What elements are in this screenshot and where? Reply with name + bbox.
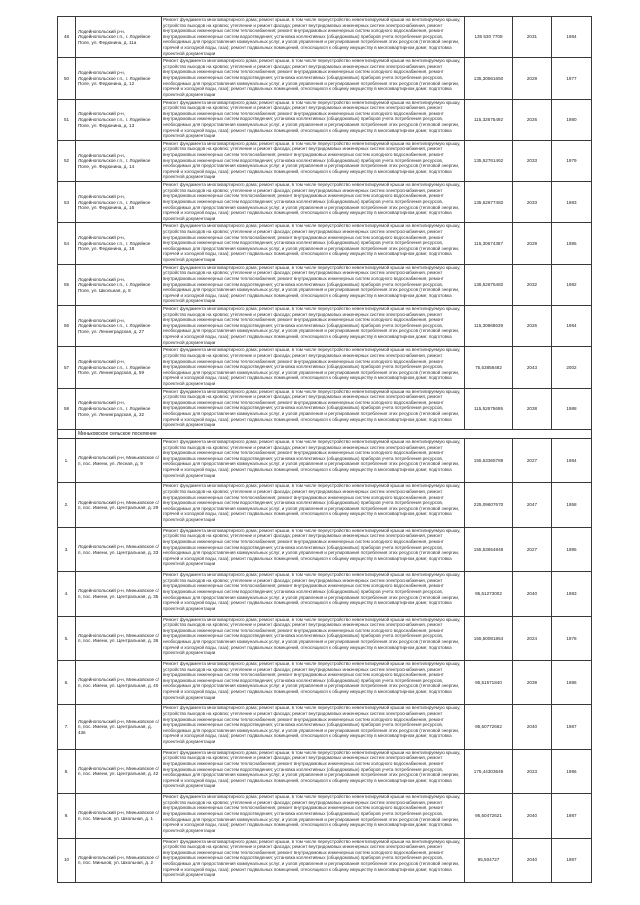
address-cell	[76, 572, 162, 616]
address-cell-text: Лодейнопольский р-н, Миньковское с/п, пос. Имени, ул. Центральная, д. 43в	[78, 718, 159, 735]
works-cell-text: Ремонт фундамента многоквартирного дома; ремонт крыши, в том числе переустройство невентилируемой крыши на вентилируемую крышу, устройство выходов на кровлю; утепление и ремонт фасада; ремонт внутридомовых инженерных систем электроснабжения, ремонт внутридомовых инженерных систем теплоснабжения; ремонт внутридомовых инженерных систем холодного водоснабжения, ремонт внутридомовых инженерных систем водоотведения; установка коллективных (общедомовых) приборов учета потребления ресурсов, необходимых для предоставления коммунальных услуг, и узлов управления и регулирования потребления этих ресурсов (тепловой энергии, горячей и холодной воды, газа); ремонт подвальных помещений, относящихся к общему имуществу в многоквартирном доме; подготовка проектной документации	[163, 838, 461, 878]
works-cell-text: Ремонт фундамента многоквартирного дома; ремонт крыши, в том числе переустройство невентилируемой крыши на вентилируемую крышу, устройство выходов на кровлю; утепление и ремонт фасада; ремонт внутридомовых инженерных систем электроснабжения, ремонт внутридомовых инженерных систем теплоснабжения; ремонт внутридомовых инженерных систем холодного водоснабжения, ремонт внутридомовых инженерных систем водоотведения; установка коллективных (общедомовых) приборов учета потребления ресурсов, необходимых для предоставления коммунальных услуг, и узлов управления и регулирования потребления этих ресурсов (тепловой энергии, горячей и холодной воды, газа); ремонт подвальных помещений, относящихся к общему имуществу в многоквартирном доме; подготовка проектной документации	[163, 264, 461, 304]
table-row	[58, 17, 592, 58]
works-cell	[162, 527, 465, 571]
build-year-cell	[552, 140, 592, 181]
build-year-cell	[552, 794, 592, 838]
repair-year-cell-text: 2040	[526, 813, 538, 819]
repair-year-cell-text: 2040	[526, 591, 538, 597]
works-cell-text: Ремонт фундамента многоквартирного дома; ремонт крыши, в том числе переустройство невентилируемой крыши на вентилируемую крышу, устройство выходов на кровлю; утепление и ремонт фасада; ремонт внутридомовых инженерных систем электроснабжения, ремонт внутридомовых инженерных систем теплоснабжения; ремонт внутридомовых инженерных систем холодного водоснабжения, ремонт внутридомовых инженерных систем водоотведения; установка коллективных (общедомовых) приборов учета потребления ресурсов, необходимых для предоставления коммунальных услуг, и узлов управления и регулирования потребления этих ресурсов (тепловой энергии, горячей и холодной воды, газа); ремонт подвальных помещений, относящихся к общему имуществу в многоквартирном доме; подготовка проектной документации	[163, 306, 461, 345]
works-cell	[162, 264, 465, 305]
table-row	[58, 140, 592, 181]
row-number-text: 48	[63, 34, 70, 40]
repair-year-cell	[513, 661, 552, 705]
address-cell	[76, 306, 162, 347]
build-year-cell-text: 1983	[566, 199, 577, 205]
build-year-cell-text: 1985	[566, 546, 577, 552]
repair-year-cell-text: 2027	[526, 546, 538, 552]
address-cell-text: Лодейнопольский р-н, Миньковское с/п, пос. Имени, ул. Центральная, д. 29	[78, 499, 159, 511]
address-cell	[76, 264, 162, 305]
repair-year-cell	[513, 388, 552, 429]
build-year-cell-text: 1984	[566, 457, 577, 463]
area-cell	[465, 483, 513, 527]
repair-year-cell	[513, 99, 552, 140]
build-year-cell	[552, 264, 592, 305]
address-cell	[76, 182, 162, 223]
build-year-cell-text: 1984	[566, 34, 577, 40]
build-year-cell	[552, 388, 592, 429]
register-table-body	[58, 17, 592, 883]
area-cell-text: 155,53654848	[473, 546, 504, 552]
table-row	[58, 306, 592, 347]
area-cell-text: 136,52675482	[473, 282, 504, 288]
area-cell-text: 155,50081854	[473, 635, 504, 641]
repair-year-cell-text: 2039	[526, 679, 538, 685]
repair-year-cell-text: 2040	[526, 724, 538, 730]
row-number-text: 58	[63, 406, 70, 412]
address-cell	[76, 838, 162, 882]
address-cell-text: Лодейнопольский р-н, Лодейнопольское г.п., г. Лодейное Поле, ул. Школьная, д. 8	[78, 276, 151, 293]
build-year-cell	[552, 223, 592, 264]
build-year-cell-text: 1977	[566, 75, 577, 81]
area-cell-text: 95,50772662	[475, 724, 502, 730]
repair-year-cell	[513, 439, 552, 483]
table-row	[58, 527, 592, 571]
build-year-cell-text: 1984	[566, 323, 577, 329]
repair-year-cell	[513, 17, 552, 58]
repair-year-cell	[513, 182, 552, 223]
build-year-cell	[552, 661, 592, 705]
repair-year-cell-text: 2024	[526, 635, 538, 641]
works-cell	[162, 17, 465, 58]
area-cell	[465, 439, 513, 483]
build-year-cell	[552, 182, 592, 223]
works-cell	[162, 388, 465, 429]
build-year-cell	[552, 705, 592, 749]
row-number	[58, 616, 76, 660]
row-number-text: 55	[63, 282, 70, 288]
row-number-text: 50	[63, 75, 70, 81]
repair-year-cell	[513, 705, 552, 749]
address-cell	[76, 527, 162, 571]
row-number-text: 10	[63, 857, 70, 863]
works-cell	[162, 140, 465, 181]
section-empty-cell	[58, 429, 76, 438]
build-year-cell	[552, 17, 592, 58]
address-cell-text: Лодейнопольский р-н, Лодейнопольское г.п., г. Лодейное Поле, ул. Федюнина, д. 12	[78, 70, 151, 87]
build-year-cell	[552, 306, 592, 347]
repair-year-cell-text: 2029	[526, 75, 538, 81]
build-year-cell-text: 1986	[566, 679, 577, 685]
address-cell-text: Лодейнопольский р-н, Миньковское с/п, пос. Имени, ул. Центральная, д. 36	[78, 632, 159, 644]
row-number-text: 8.	[64, 768, 69, 774]
table-row	[58, 483, 592, 527]
works-cell-text: Ремонт фундамента многоквартирного дома; ремонт крыши, в том числе переустройство невентилируемой крыши на вентилируемую крышу, устройство выходов на кровлю; утепление и ремонт фасада; ремонт внутридомовых инженерных систем электроснабжения, ремонт внутридомовых инженерных систем теплоснабжения; ремонт внутридомовых инженерных систем холодного водоснабжения, ремонт внутридомовых инженерных систем водоотведения; установка коллективных (общедомовых) приборов учета потребления ресурсов, необходимых для предоставления коммунальных услуг, и узлов управления и регулирования потребления этих ресурсов (тепловой энергии, горячей и холодной воды, газа); ремонт подвальных помещений, относящихся к общему имуществу в многоквартирном доме; подготовка проектной документации	[163, 794, 461, 833]
build-year-cell-text: 1980	[566, 116, 577, 122]
table-row	[58, 99, 592, 140]
row-number	[58, 306, 76, 347]
row-number	[58, 527, 76, 571]
table-row	[58, 616, 592, 660]
build-year-cell-text: 1987	[566, 724, 577, 730]
area-cell	[465, 749, 513, 793]
works-cell-text: Ремонт фундамента многоквартирного дома; ремонт крыши, в том числе переустройство невентилируемой крыши на вентилируемую крышу, устройство выходов на кровлю; утепление и ремонт фасада; ремонт внутридомовых инженерных систем электроснабжения, ремонт внутридомовых инженерных систем теплоснабжения; ремонт внутридомовых инженерных систем холодного водоснабжения, ремонт внутридомовых инженерных систем водоотведения; установка коллективных (общедомовых) приборов учета потребления ресурсов, необходимых для предоставления коммунальных услуг, и узлов управления и регулирования потребления этих ресурсов (тепловой энергии, горячей и холодной воды, газа); ремонт подвальных помещений, относящихся к общему имуществу в многоквартирном доме; подготовка проектной документации	[163, 140, 461, 180]
build-year-cell	[552, 347, 592, 388]
row-number-text: 5.	[64, 635, 69, 641]
build-year-cell	[552, 749, 592, 793]
row-number-text: 52	[63, 158, 70, 164]
address-cell	[76, 99, 162, 140]
table-row	[58, 838, 592, 882]
row-number	[58, 794, 76, 838]
works-cell	[162, 223, 465, 264]
area-cell	[465, 527, 513, 571]
works-cell	[162, 572, 465, 616]
repair-year-cell-text: 2029	[526, 240, 538, 246]
address-cell	[76, 794, 162, 838]
area-cell-text: 135,52677482	[473, 199, 504, 205]
row-number	[58, 140, 76, 181]
row-number	[58, 58, 76, 99]
address-cell	[76, 749, 162, 793]
row-number	[58, 749, 76, 793]
row-number	[58, 838, 76, 882]
repair-year-cell	[513, 140, 552, 181]
row-number	[58, 99, 76, 140]
repair-year-cell	[513, 483, 552, 527]
address-cell-text: Лодейнопольский р-н, Миньковское с/п, пос. Имени, ул. Центральная, д. 42	[78, 765, 159, 777]
build-year-cell	[552, 616, 592, 660]
area-cell-text: 155,53365788	[473, 457, 504, 463]
build-year-cell-text: 1979	[566, 158, 577, 164]
works-cell-text: Ремонт фундамента многоквартирного дома; ремонт крыши, в том числе переустройство невентилируемой крыши на вентилируемую крышу, устройство выходов на кровлю; утепление и ремонт фасада; ремонт внутридомовых инженерных систем электроснабжения, ремонт внутридомовых инженерных систем теплоснабжения; ремонт внутридомовых инженерных систем холодного водоснабжения, ремонт внутридомовых инженерных систем водоотведения; установка коллективных (общедомовых) приборов учета потребления ресурсов, необходимых для предоставления коммунальных услуг, и узлов управления и регулирования потребления этих ресурсов (тепловой энергии, горячей и холодной воды, газа); ремонт подвальных помещений, относящихся к общему имуществу в многоквартирном доме; подготовка проектной документации	[163, 616, 461, 656]
repair-year-cell	[513, 616, 552, 660]
build-year-cell-text: 1987	[566, 857, 577, 863]
address-cell-text: Лодейнопольский р-н, Лодейнопольское г.п., г. Лодейное Поле, ул. Федюнина, д. 16	[78, 193, 151, 211]
address-cell-text: Лодейнопольский р-н, Лодейнопольское г.п., г. Лодейное Поле, ул. Федюнина, д. 14	[78, 152, 151, 169]
row-number	[58, 483, 76, 527]
works-cell-text: Ремонт фундамента многоквартирного дома; ремонт крыши, в том числе переустройство невентилируемой крыши на вентилируемую крышу, устройство выходов на кровлю; утепление и ремонт фасада; ремонт внутридомовых инженерных систем электроснабжения, ремонт внутридомовых инженерных систем теплоснабжения; ремонт внутридомовых инженерных систем холодного водоснабжения, ремонт внутридомовых инженерных систем водоотведения; установка коллективных (общедомовых) приборов учета потребления ресурсов, необходимых для предоставления коммунальных услуг, и узлов управления и регулирования потребления этих ресурсов (тепловой энергии, горячей и холодной воды, газа); ремонт подвальных помещений, относящихся к общему имуществу в многоквартирном доме; подготовка проектной документации	[163, 483, 461, 523]
repair-year-cell-text: 2043	[526, 364, 538, 370]
works-cell	[162, 306, 465, 347]
works-cell	[162, 347, 465, 388]
address-cell-text: Лодейнопольский р-н, Миньковское с/п, пос. Миньков, ул. Школьная, д. 2	[78, 854, 159, 866]
address-cell-text: Лодейнопольский р-н, Миньковское с/п, пос. Имени, ул. Лесная, д. 9	[78, 455, 159, 466]
row-number-text: 57	[63, 364, 70, 370]
works-cell	[162, 439, 465, 483]
address-cell-text: Лодейнопольский р-н, Миньковское с/п, пос. Имени, ул. Центральная, д. 40	[78, 677, 159, 688]
table-row	[58, 182, 592, 223]
works-cell-text: Ремонт фундамента многоквартирного дома; ремонт крыши, в том числе переустройство невентилируемой крыши на вентилируемую крышу, устройство выходов на кровлю; утепление и ремонт фасада; ремонт внутридомовых инженерных систем электроснабжения, ремонт внутридомовых инженерных систем теплоснабжения; ремонт внутридомовых инженерных систем холодного водоснабжения, ремонт внутридомовых инженерных систем водоотведения; установка коллективных (общедомовых) приборов учета потребления ресурсов, необходимых для предоставления коммунальных услуг, и узлов управления и регулирования потребления этих ресурсов (тепловой энергии, горячей и холодной воды, газа); ремонт подвальных помещений, относящихся к общему имуществу в многоквартирном доме; подготовка проектной документации	[163, 439, 461, 478]
area-cell	[465, 264, 513, 305]
build-year-cell-text: 1982	[566, 282, 577, 288]
address-cell-text: Лодейнопольский р-н, Лодейнопольское г.п., г. Лодейное Поле, ул. Ленинградская, д. 59	[78, 359, 151, 376]
row-number-text: 2.	[64, 502, 69, 508]
area-cell	[465, 616, 513, 660]
row-number	[58, 17, 76, 58]
area-cell	[465, 794, 513, 838]
section-title: Миньковское сельское поселение	[76, 429, 592, 438]
row-number-text: 6.	[64, 679, 69, 685]
address-cell	[76, 616, 162, 660]
area-cell-text: 225,09607670	[473, 502, 504, 508]
row-number	[58, 223, 76, 264]
works-cell	[162, 182, 465, 223]
build-year-cell-text: 1986	[566, 768, 577, 774]
works-cell	[162, 58, 465, 99]
works-cell-text: Ремонт фундамента многоквартирного дома; ремонт крыши, в том числе переустройство невентилируемой крыши на вентилируемую крышу, устройство выходов на кровлю; утепление и ремонт фасада; ремонт внутридомовых инженерных систем электроснабжения, ремонт внутридомовых инженерных систем теплоснабжения; ремонт внутридомовых инженерных систем холодного водоснабжения, ремонт внутридомовых инженерных систем водоотведения; установка коллективных (общедомовых) приборов учета потребления ресурсов, необходимых для предоставления коммунальных услуг, и узлов управления и регулирования потребления этих ресурсов (тепловой энергии, горячей и холодной воды, газа); ремонт подвальных помещений, относящихся к общему имуществу в многоквартирном доме; подготовка проектной документации	[163, 347, 461, 386]
repair-year-cell-text: 2047	[526, 502, 538, 508]
table-row	[58, 388, 592, 429]
area-cell	[465, 705, 513, 749]
build-year-cell	[552, 439, 592, 483]
area-cell	[465, 838, 513, 882]
area-cell	[465, 140, 513, 181]
table-row	[58, 572, 592, 616]
repair-year-cell	[513, 794, 552, 838]
build-year-cell	[552, 838, 592, 882]
row-number-text: 1.	[64, 457, 69, 463]
address-cell	[76, 661, 162, 705]
area-cell	[465, 572, 513, 616]
row-number-text: 54	[63, 240, 70, 246]
area-cell	[465, 388, 513, 429]
works-cell-text: Ремонт фундамента многоквартирного дома; ремонт крыши, в том числе переустройство невентилируемой крыши на вентилируемую крышу, устройство выходов на кровлю; утепление и ремонт фасада; ремонт внутридомовых инженерных систем электроснабжения, ремонт внутридомовых инженерных систем теплоснабжения; ремонт внутридомовых инженерных систем холодного водоснабжения, ремонт внутридомовых инженерных систем водоотведения; установка коллективных (общедомовых) приборов учета потребления ресурсов, необходимых для предоставления коммунальных услуг, и узлов управления и регулирования потребления этих ресурсов (тепловой энергии, горячей и холодной воды, газа); ремонт подвальных помещений, относящихся к общему имуществу в многоквартирном доме; подготовка проектной документации	[163, 58, 461, 97]
area-cell-text: 115,30868639	[473, 323, 504, 329]
repair-year-cell	[513, 264, 552, 305]
works-cell	[162, 483, 465, 527]
build-year-cell-text: 1978	[566, 635, 577, 641]
area-cell	[465, 306, 513, 347]
works-cell-text: Ремонт фундамента многоквартирного дома; ремонт крыши, в том числе переустройство невентилируемой крыши на вентилируемую крышу, устройство выходов на кровлю; утепление и ремонт фасада; ремонт внутридомовых инженерных систем электроснабжения, ремонт внутридомовых инженерных систем теплоснабжения; ремонт внутридомовых инженерных систем холодного водоснабжения, ремонт внутридомовых инженерных систем водоотведения; установка коллективных (общедомовых) приборов учета потребления ресурсов, необходимых для предоставления коммунальных услуг, и узлов управления и регулирования потребления этих ресурсов (тепловой энергии, горячей и холодной воды, газа); ремонт подвальных помещений, относящихся к общему имуществу в многоквартирном доме; подготовка проектной документации	[163, 388, 461, 428]
works-cell-text: Ремонт фундамента многоквартирного дома; ремонт крыши, в том числе переустройство невентилируемой крыши на вентилируемую крышу, устройство выходов на кровлю; утепление и ремонт фасада; ремонт внутридомовых инженерных систем электроснабжения, ремонт внутридомовых инженерных систем теплоснабжения; ремонт внутридомовых инженерных систем холодного водоснабжения, ремонт внутридомовых инженерных систем водоотведения; установка коллективных (общедомовых) приборов учета потребления ресурсов, необходимых для предоставления коммунальных услуг, и узлов управления и регулирования потребления этих ресурсов (тепловой энергии, горячей и холодной воды, газа); ремонт подвальных помещений, относящихся к общему имуществу в многоквартирном доме; подготовка проектной документации	[163, 749, 461, 789]
build-year-cell	[552, 483, 592, 527]
address-cell-text: Лодейнопольский р-н, Лодейнопольское г.п., г. Лодейное Поле, ул. Ленинградская, д. 32	[78, 400, 151, 417]
row-number	[58, 572, 76, 616]
address-cell-text: Лодейнопольский р-н, Лодейнопольское г.п., г. Лодейное Поле, ул. Федюнина, д. 11а	[78, 28, 151, 45]
works-cell	[162, 838, 465, 882]
area-cell-text: 175,44303649	[473, 768, 504, 774]
row-number-text: 51	[63, 116, 70, 122]
address-cell-text: Лодейнопольский р-н, Миньковское с/п, пос. Миньков, ул. Школьная, д. 1	[78, 810, 159, 821]
area-cell-text: 135,52761462	[473, 158, 504, 164]
row-number-text: 9.	[64, 813, 69, 819]
repair-year-cell	[513, 527, 552, 571]
table-row	[58, 223, 592, 264]
address-cell-text: Лодейнопольский р-н, Миньковское с/п, пос. Имени, ул. Центральная, д. 35	[78, 588, 159, 599]
address-cell	[76, 58, 162, 99]
area-cell-text: 75,53858482	[475, 364, 502, 370]
works-cell-text: Ремонт фундамента многоквартирного дома; ремонт крыши, в том числе переустройство невентилируемой крыши на вентилируемую крышу, устройство выходов на кровлю; утепление и ремонт фасада; ремонт внутридомовых инженерных систем электроснабжения, ремонт внутридомовых инженерных систем теплоснабжения; ремонт внутридомовых инженерных систем холодного водоснабжения, ремонт внутридомовых инженерных систем водоотведения; установка коллективных (общедомовых) приборов учета потребления ресурсов, необходимых для предоставления коммунальных услуг, и узлов управления и регулирования потребления этих ресурсов (тепловой энергии, горячей и холодной воды, газа); ремонт подвальных помещений, относящихся к общему имуществу в многоквартирном доме; подготовка проектной документации	[163, 705, 461, 744]
row-number	[58, 264, 76, 305]
table-row	[58, 794, 592, 838]
area-cell-text: 115,32675492	[473, 116, 504, 122]
table-row	[58, 749, 592, 793]
area-cell	[465, 99, 513, 140]
row-number-text: 3.	[64, 546, 69, 552]
works-cell	[162, 705, 465, 749]
table-row	[58, 439, 592, 483]
repair-year-cell-text: 2038	[526, 406, 538, 412]
build-year-cell	[552, 58, 592, 99]
capital-repair-register-table	[57, 16, 592, 883]
area-cell-text: 95,51571840	[475, 679, 502, 685]
address-cell	[76, 705, 162, 749]
row-number	[58, 182, 76, 223]
area-cell	[465, 661, 513, 705]
repair-year-cell	[513, 347, 552, 388]
area-cell-text: 95,51273002	[475, 591, 502, 597]
build-year-cell-text: 1985	[566, 240, 577, 246]
repair-year-cell	[513, 306, 552, 347]
build-year-cell	[552, 99, 592, 140]
area-cell	[465, 182, 513, 223]
works-cell	[162, 99, 465, 140]
repair-year-cell-text: 2033	[526, 199, 538, 205]
build-year-cell-text: 1958	[566, 502, 577, 508]
row-number-text: 4.	[64, 591, 69, 597]
build-year-cell-text: 1983	[566, 591, 577, 597]
address-cell	[76, 223, 162, 264]
repair-year-cell-text: 2026	[526, 116, 538, 122]
area-cell-text: 95,504727	[477, 857, 500, 863]
address-cell	[76, 17, 162, 58]
repair-year-cell-text: 2033	[526, 158, 538, 164]
address-cell-text: Лодейнопольский р-н, Лодейнопольское г.п., г. Лодейное Поле, ул. Федюнина, д. 13	[78, 111, 151, 128]
row-number	[58, 661, 76, 705]
build-year-cell-text: 1987	[566, 813, 577, 819]
works-cell	[162, 794, 465, 838]
repair-year-cell	[513, 838, 552, 882]
area-cell-text: 95,50472621	[475, 813, 502, 819]
works-cell-text: Ремонт фундамента многоквартирного дома; ремонт крыши, в том числе переустройство невентилируемой крыши на вентилируемую крышу, устройство выходов на кровлю; утепление и ремонт фасада; ремонт внутридомовых инженерных систем электроснабжения, ремонт внутридомовых инженерных систем теплоснабжения; ремонт внутридомовых инженерных систем холодного водоснабжения, ремонт внутридомовых инженерных систем водоотведения; установка коллективных (общедомовых) приборов учета потребления ресурсов, необходимых для предоставления коммунальных услуг, и узлов управления и регулирования потребления этих ресурсов (тепловой энергии, горячей и холодной воды, газа); ремонт подвальных помещений, относящихся к общему имуществу в многоквартирном доме; подготовка проектной документации	[163, 661, 461, 700]
works-cell-text: Ремонт фундамента многоквартирного дома; ремонт крыши, в том числе переустройство невентилируемой крыши на вентилируемую крышу, устройство выходов на кровлю; утепление и ремонт фасада; ремонт внутридомовых инженерных систем электроснабжения, ремонт внутридомовых инженерных систем теплоснабжения; ремонт внутридомовых инженерных систем холодного водоснабжения, ремонт внутридомовых инженерных систем водоотведения; установка коллективных (общедомовых) приборов учета потребления ресурсов, необходимых для предоставления коммунальных услуг, и узлов управления и регулирования потребления этих ресурсов (тепловой энергии, горячей и холодной воды, газа); ремонт подвальных помещений, относящихся к общему имуществу в многоквартирном доме; подготовка проектной документации	[163, 572, 461, 611]
area-cell-text: 115,52675695	[473, 406, 504, 412]
table-row	[58, 347, 592, 388]
address-cell	[76, 388, 162, 429]
area-cell	[465, 347, 513, 388]
repair-year-cell	[513, 749, 552, 793]
repair-year-cell-text: 2031	[526, 34, 538, 40]
repair-year-cell	[513, 58, 552, 99]
area-cell-text: 135,30561650	[473, 75, 504, 81]
repair-year-cell	[513, 223, 552, 264]
row-number	[58, 388, 76, 429]
works-cell-text: Ремонт фундамента многоквартирного дома; ремонт крыши, в том числе переустройство невентилируемой крыши на вентилируемую крышу, устройство выходов на кровлю; утепление и ремонт фасада; ремонт внутридомовых инженерных систем электроснабжения, ремонт внутридомовых инженерных систем теплоснабжения; ремонт внутридомовых инженерных систем холодного водоснабжения, ремонт внутридомовых инженерных систем водоотведения; установка коллективных (общедомовых) приборов учета потребления ресурсов, необходимых для предоставления коммунальных услуг, и узлов управления и регулирования потребления этих ресурсов (тепловой энергии, горячей и холодной воды, газа); ремонт подвальных помещений, относящихся к общему имуществу в многоквартирном доме; подготовка проектной документации	[163, 17, 461, 56]
build-year-cell	[552, 527, 592, 571]
repair-year-cell-text: 2023	[526, 768, 538, 774]
address-cell-text: Лодейнопольский р-н, Лодейнопольское г.п., г. Лодейное Поле, ул. Федюнина, д. 18	[78, 235, 151, 252]
area-cell-text: 135 530 7708	[474, 34, 503, 40]
works-cell	[162, 616, 465, 660]
repair-year-cell-text: 2032	[526, 282, 538, 288]
address-cell	[76, 483, 162, 527]
area-cell	[465, 58, 513, 99]
row-number-text: 7.	[64, 724, 69, 730]
repair-year-cell	[513, 572, 552, 616]
address-cell-text: Лодейнопольский р-н, Лодейнопольское г.п., г. Лодейное Поле, ул. Ленинградская, д. 27	[78, 317, 151, 335]
table-row	[58, 661, 592, 705]
section-header-row	[58, 429, 592, 438]
row-number-text: 56	[63, 323, 70, 329]
works-cell	[162, 661, 465, 705]
address-cell	[76, 347, 162, 388]
row-number-text: 53	[63, 199, 70, 205]
works-cell-text: Ремонт фундамента многоквартирного дома; ремонт крыши, в том числе переустройство невентилируемой крыши на вентилируемую крышу, устройство выходов на кровлю; утепление и ремонт фасада; ремонт внутридомовых инженерных систем электроснабжения, ремонт внутридомовых инженерных систем теплоснабжения; ремонт внутридомовых инженерных систем холодного водоснабжения, ремонт внутридомовых инженерных систем водоотведения; установка коллективных (общедомовых) приборов учета потребления ресурсов, необходимых для предоставления коммунальных услуг, и узлов управления и регулирования потребления этих ресурсов (тепловой энергии, горячей и холодной воды, газа); ремонт подвальных помещений, относящихся к общему имуществу в многоквартирном доме; подготовка проектной документации	[163, 182, 461, 221]
table-row	[58, 705, 592, 749]
address-cell	[76, 439, 162, 483]
row-number	[58, 347, 76, 388]
area-cell	[465, 223, 513, 264]
build-year-cell-text: 1988	[566, 406, 577, 412]
repair-year-cell-text: 2027	[526, 457, 538, 463]
area-cell	[465, 17, 513, 58]
works-cell	[162, 749, 465, 793]
build-year-cell	[552, 572, 592, 616]
repair-year-cell-text: 2026	[526, 323, 538, 329]
row-number	[58, 705, 76, 749]
area-cell-text: 115,30674387	[473, 240, 504, 246]
works-cell-text: Ремонт фундамента многоквартирного дома; ремонт крыши, в том числе переустройство невентилируемой крыши на вентилируемую крышу, устройство выходов на кровлю; утепление и ремонт фасада; ремонт внутридомовых инженерных систем электроснабжения, ремонт внутридомовых инженерных систем теплоснабжения; ремонт внутридомовых инженерных систем холодного водоснабжения, ремонт внутридомовых инженерных систем водоотведения; установка коллективных (общедомовых) приборов учета потребления ресурсов, необходимых для предоставления коммунальных услуг, и узлов управления и регулирования потребления этих ресурсов (тепловой энергии, горячей и холодной воды, газа); ремонт подвальных помещений, относящихся к общему имуществу в многоквартирном доме; подготовка проектной документации	[163, 527, 461, 567]
table-row	[58, 264, 592, 305]
works-cell-text: Ремонт фундамента многоквартирного дома; ремонт крыши, в том числе переустройство невентилируемой крыши на вентилируемую крышу, устройство выходов на кровлю; утепление и ремонт фасада; ремонт внутридомовых инженерных систем электроснабжения, ремонт внутридомовых инженерных систем теплоснабжения; ремонт внутридомовых инженерных систем холодного водоснабжения, ремонт внутридомовых инженерных систем водоотведения; установка коллективных (общедомовых) приборов учета потребления ресурсов, необходимых для предоставления коммунальных услуг, и узлов управления и регулирования потребления этих ресурсов (тепловой энергии, горячей и холодной воды, газа); ремонт подвальных помещений, относящихся к общему имуществу в многоквартирном доме; подготовка проектной документации	[163, 99, 461, 139]
works-cell-text: Ремонт фундамента многоквартирного дома; ремонт крыши, в том числе переустройство невентилируемой крыши на вентилируемую крышу, устройство выходов на кровлю; утепление и ремонт фасада; ремонт внутридомовых инженерных систем электроснабжения, ремонт внутридомовых инженерных систем теплоснабжения; ремонт внутридомовых инженерных систем холодного водоснабжения, ремонт внутридомовых инженерных систем водоотведения; установка коллективных (общедомовых) приборов учета потребления ресурсов, необходимых для предоставления коммунальных услуг, и узлов управления и регулирования потребления этих ресурсов (тепловой энергии, горячей и холодной воды, газа); ремонт подвальных помещений, относящихся к общему имуществу в многоквартирном доме; подготовка проектной документации	[163, 223, 461, 263]
address-cell	[76, 140, 162, 181]
row-number	[58, 439, 76, 483]
address-cell-text: Лодейнопольский р-н, Миньковское с/п, пос. Имени, ул. Центральная, д. 33	[78, 543, 159, 555]
table-row	[58, 58, 592, 99]
repair-year-cell-text: 2040	[526, 857, 538, 863]
build-year-cell-text: 2002	[566, 364, 577, 370]
